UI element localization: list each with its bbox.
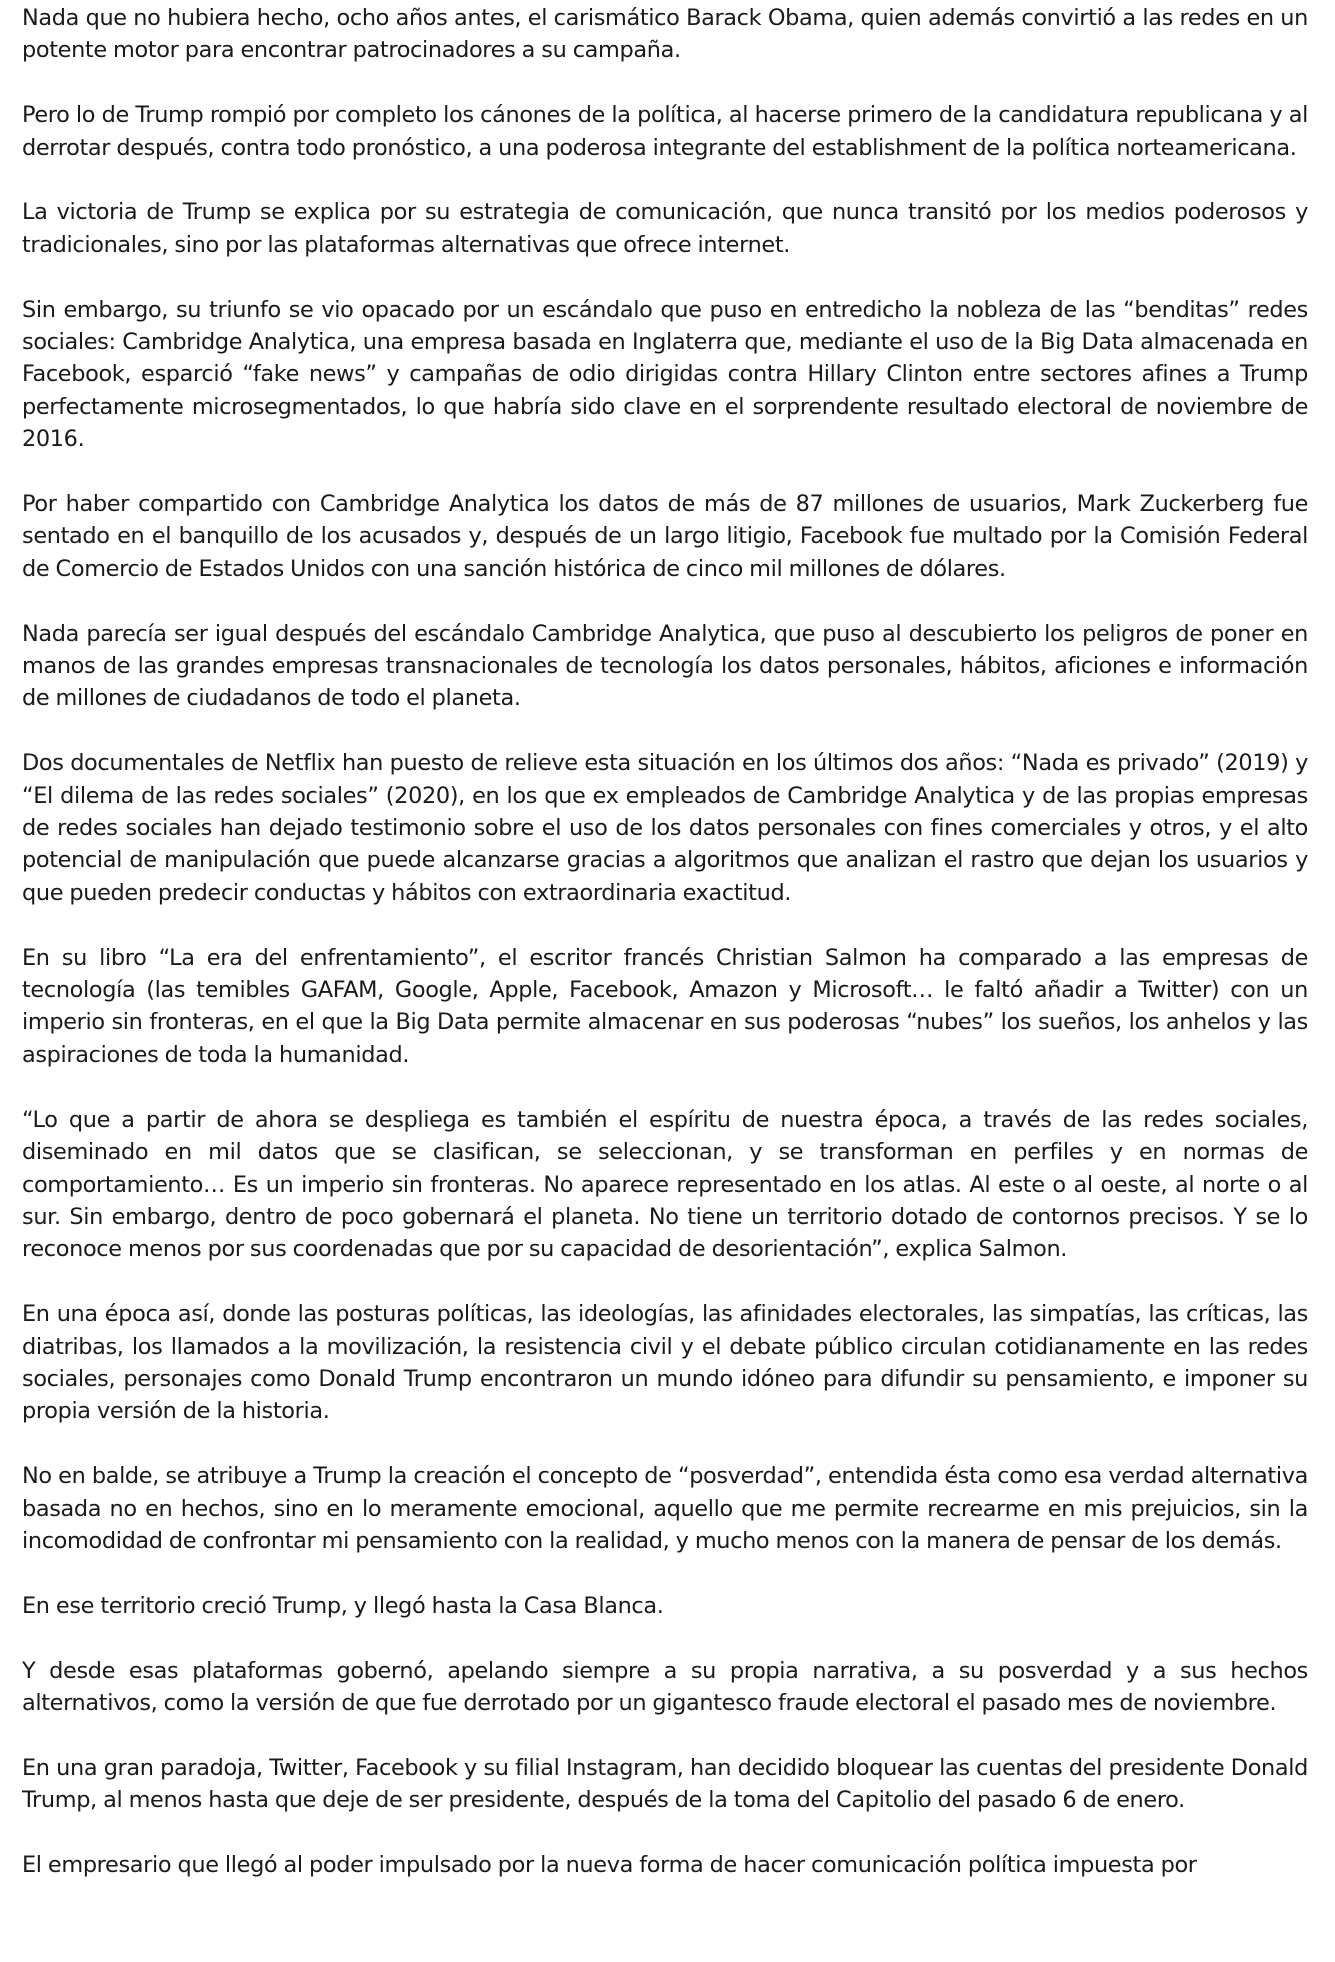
article-body: [22, 2, 1308, 1881]
paragraph: Por haber compartido con Cambridge Analytica los datos de más de 87 millones de usuarios, Mark Zuckerberg fue sentado en el banquillo de los acusados y, después de un largo litigio, Facebook fue multado por la Comisión Federal de Comercio de Estados Unidos con una sanción histórica de cinco mil millones de dólares.: [22, 491, 1308, 582]
paragraph: Dos documentales de Netflix han puesto de relieve esta situación en los últimos dos años: “Nada es privado” (2019) y “El dilema de las redes sociales” (2020), en los que ex empleados de Cambridge Analytica y de las propias empresas de redes sociales han dejado testimonio sobre el uso de los datos personales con fines comerciales y otros, y el alto potencial de manipulación que puede alcanzarse gracias a algoritmos que analizan el rastro que dejan los usuarios y que pueden predecir conductas y hábitos con extraordinaria exactitud.: [22, 750, 1308, 906]
paragraph: Nada parecía ser igual después del escándalo Cambridge Analytica, que puso al descubierto los peligros de poner en manos de las grandes empresas transnacionales de tecnología los datos personales, hábitos, aficiones e información de millones de ciudadanos de todo el planeta.: [22, 620, 1308, 712]
paragraph: Sin embargo, su triunfo se vio opacado por un escándalo que puso en entredicho la nobleza de las “benditas” redes sociales: Cambridge Analytica, una empresa basada en Inglaterra que, mediante el uso de la Big Data almacenada en Facebook, esparció “fake news” y campañas de odio dirigidas contra Hillary Clinton entre sectores afines a Trump perfectamente microsegmentados, lo que habría sido clave en el sorprendente resultado electoral de noviembre de 2016.: [22, 296, 1308, 453]
paragraph: El empresario que llegó al poder impulsado por la nueva forma de hacer comunicación política impuesta por: [22, 1851, 1197, 1878]
paragraph: En ese territorio creció Trump, y llegó hasta la Casa Blanca.: [22, 1592, 664, 1619]
paragraph: La victoria de Trump se explica por su estrategia de comunicación, que nunca transitó por los medios poderosos y tradicionales, sino por las plataformas alternativas que ofrece internet.: [22, 199, 1308, 258]
paragraph: No en balde, se atribuye a Trump la creación el concepto de “posverdad”, entendida ésta como esa verdad alternativa basada no en hechos, sino en lo meramente emocional, aquello que me permite recrearme en mis prejuicios, sin la incomodidad de confrontar mi pensamiento con la realidad, y mucho menos con la manera de pensar de los demás.: [22, 1463, 1308, 1554]
paragraph: En su libro “La era del enfrentamiento”, el escritor francés Christian Salmon ha comparado a las empresas de tecnología (las temibles GAFAM, Google, Apple, Facebook, Amazon y Microsoft… le faltó añadir a Twitter) con un imperio sin fronteras, en el que la Big Data permite almacenar en sus poderosas “nubes” los sueños, los anhelos y las aspiraciones de toda la humanidad.: [22, 944, 1308, 1068]
paragraph: “Lo que a partir de ahora se despliega es también el espíritu de nuestra época, a través de las redes sociales, diseminado en mil datos que se clasifican, se seleccionan, y se transforman en perfiles y en normas de comportamiento… Es un imperio sin fronteras. No aparece representado en los atlas. Al este o al oeste, al norte o al sur. Sin embargo, dentro de poco gobernará el planeta. No tiene un territorio dotado de contornos precisos. Y se lo reconoce menos por sus coordenadas que por su capacidad de desorientación”, explica Salmon.: [22, 1106, 1308, 1263]
paragraph: En una gran paradoja, Twitter, Facebook y su filial Instagram, han decidido bloquear las cuentas del presidente Donald Trump, al menos hasta que deje de ser presidente, después de la toma del Capitolio del pasado 6 de enero.: [22, 1754, 1308, 1814]
paragraph: Nada que no hubiera hecho, ocho años antes, el carismático Barack Obama, quien además convirtió a las redes en un potente motor para encontrar patrocinadores a su campaña.: [22, 5, 1308, 64]
paragraph: Y desde esas plataformas gobernó, apelando siempre a su propia narrativa, a su posverdad y a sus hechos alternativos, como la versión de que fue derrotado por un gigantesco fraude electoral el pasado mes de noviembre.: [22, 1657, 1308, 1716]
paragraph: En una época así, donde las posturas políticas, las ideologías, las afinidades electorales, las simpatías, las críticas, las diatribas, los llamados a la movilización, la resistencia civil y el debate público circulan cotidianamente en las redes sociales, personajes como Donald Trump encontraron un mundo idóneo para difundir su pensamiento, e imponer su propia versión de la historia.: [22, 1301, 1308, 1425]
paragraph: Pero lo de Trump rompió por completo los cánones de la política, al hacerse primero de la candidatura republicana y al derrotar después, contra todo pronóstico, a una poderosa integrante del establishment de la política norteamericana.: [22, 102, 1308, 161]
